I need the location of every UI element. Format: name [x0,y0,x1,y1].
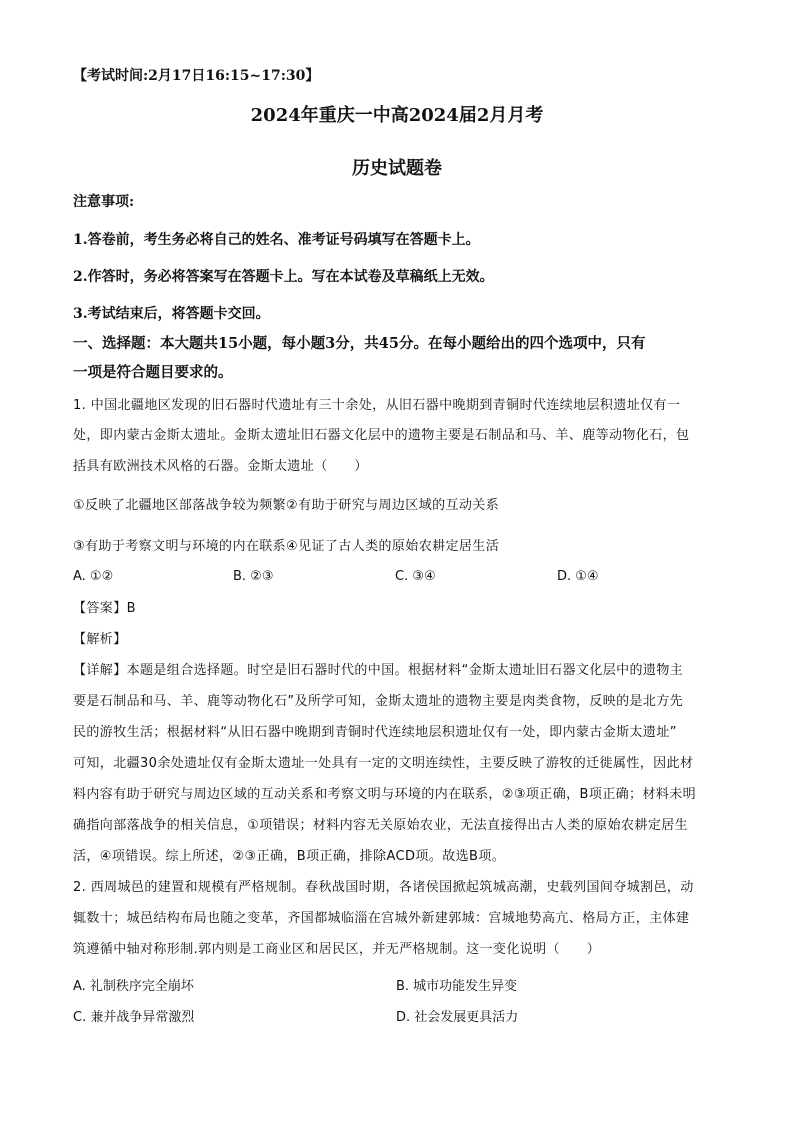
q2-option-a: A. 礼制秩序完全崩坏 [73,979,194,994]
q1-option-d: D. ①④ [557,569,599,584]
notice-item-3: 3.考试结束后，将答题卡交回。 [73,306,270,322]
exam-time: 【考试时间:2月17日16:15~17:30】 [73,68,320,84]
q1-statement: ①反映了北疆地区部落战争较为频繁②有助于研究与周边区域的互动关系 [73,498,500,513]
notice-item-1: 1.答卷前，考生务必将自己的姓名、准考证号码填写在答题卡上。 [73,232,480,248]
exam-subtitle: 历史试题卷 [352,158,442,179]
notice-heading: 注意事项: [73,194,135,210]
q2-option-c: C. 兼并战争异常激烈 [73,1010,195,1025]
q1-stem-line: 括具有欧洲技术风格的石器。金斯太遗址（ ） [73,459,368,474]
q1-detail-line: 料内容有助于研究与周边区域的互动关系和考察文明与环境的内在联系，②③项正确，B项正确；材料未明 [73,787,697,802]
section-heading-line1: 一、选择题：本大题共15小题，每小题3分，共45分。在每小题给出的四个选项中，只有 [73,335,646,352]
q1-answer: 【答案】B [73,601,136,616]
q1-detail-line: 可知，北疆30余处遗址仅有金斯太遗址一处具有一定的文明连续性，主要反映了游牧的迁徙属性，因此材 [73,756,694,771]
q1-detail-line: 要是石制品和马、羊、鹿等动物化石”及所学可知，金斯太遗址的遗物主要是肉类食物，反映的是北方先 [73,694,684,709]
q1-option-a: A. ①② [73,569,114,584]
q2-option-b: B. 城市功能发生异变 [396,979,518,994]
q2-option-d: D. 社会发展更具活力 [396,1010,519,1025]
q1-detail-line: 民的游牧生活；根据材料“从旧石器中晚期到青铜时代连续地层积遗址仅有一处，即内蒙古金斯太遗址” [73,725,677,740]
q1-stem-line: 处，即内蒙古金斯太遗址。金斯太遗址旧石器文化层中的遗物主要是石制品和马、羊、鹿等动物化石，包 [73,428,690,443]
q2-stem-line: 辄数十；城邑结构布局也随之变革，齐国都城临淄在宫城外新建郭城：宫城地势高亢、格局方正，主体建 [73,911,690,926]
q1-option-c: C. ③④ [395,569,436,584]
q1-analysis-tag: 【解析】 [73,632,127,647]
q1-stem-line: 1. 中国北疆地区发现的旧石器时代遗址有三十余处，从旧石器中晚期到青铜时代连续地层积遗址仅有一 [73,398,681,413]
q1-detail-line: 活，④项错误。综上所述，②③正确，B项正确，排除ACD项。故选B项。 [73,849,506,864]
q2-stem-line: 筑遵循中轴对称形制.郭内则是工商业区和居民区，并无严格规制。这一变化说明（ ） [73,942,601,957]
q1-option-b: B. ②③ [233,569,274,584]
q1-statement: ③有助于考察文明与环境的内在联系④见证了古人类的原始农耕定居生活 [73,539,500,554]
exam-title: 2024年重庆一中高2024届2月月考 [250,105,544,126]
section-heading-line2: 一项是符合题目要求的。 [73,364,233,381]
q2-stem-line: 2. 西周城邑的建置和规模有严格规制。春秋战国时期，各诸侯国掀起筑城高潮，史载列国间夺城割邑，动 [73,880,694,895]
notice-item-2: 2.作答时，务必将答案写在答题卡上。写在本试卷及草稿纸上无效。 [73,269,494,285]
q1-detail-line: 确指向部落战争的相关信息，①项错误；材料内容无关原始农业，无法直接得出古人类的原始农耕定居生 [73,818,689,833]
q1-detail-line: 【详解】本题是组合选择题。时空是旧石器时代的中国。根据材料“金斯太遗址旧石器文化层中的遗物主 [73,663,684,678]
